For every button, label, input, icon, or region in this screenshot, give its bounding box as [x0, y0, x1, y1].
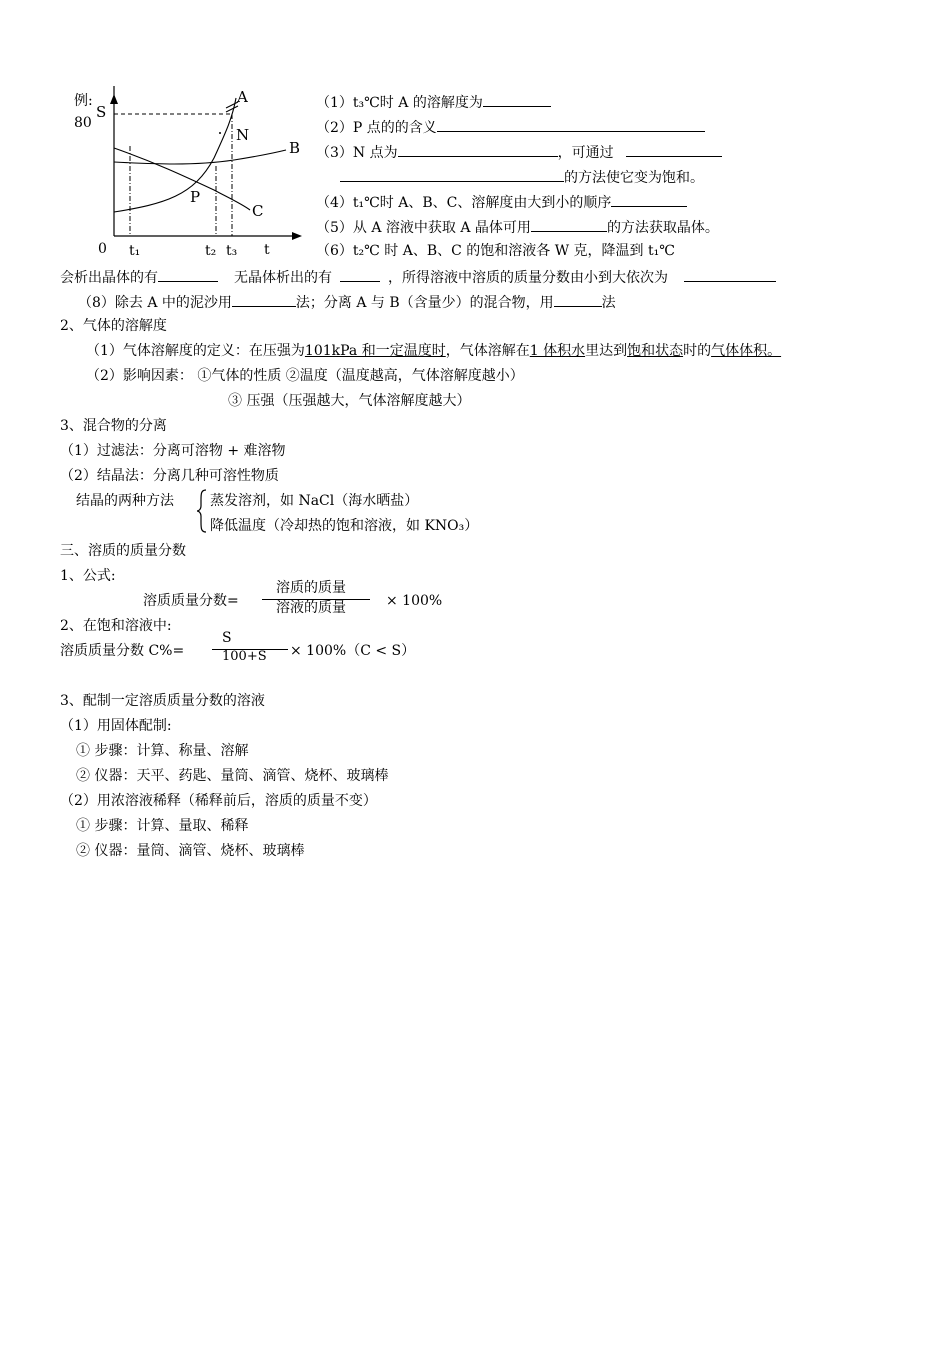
prep-dilute: （2）用浓溶液稀释（稀释前后，溶质的质量不变）	[60, 793, 377, 809]
gas-pressure: ③ 压强（压强越大，气体溶解度越大）	[228, 393, 471, 409]
y-axis-arrow	[110, 94, 118, 104]
saturated-times: × 100%（C < S）	[290, 643, 416, 659]
separation-heading: 3、混合物的分离	[60, 418, 167, 434]
question-8: （8）除去 A 中的泥沙用 法；分离 A 与 B（含量少）的混合物，用 法	[78, 292, 616, 312]
saturated-lhs: 溶质质量分数 C%=	[60, 643, 185, 659]
question-6: （6）t₂℃ 时 A、B、C 的饱和溶液各 W 克，降温到 t₁℃	[316, 243, 675, 259]
prep-solid-steps: ① 步骤：计算、称量、溶解	[76, 743, 249, 759]
brace-icon	[196, 488, 208, 534]
prep-dilute-tools: ② 仪器：量筒、滴管、烧杯、玻璃棒	[76, 843, 305, 859]
point-n-label: N	[236, 126, 250, 144]
blank-2	[437, 117, 705, 132]
curve-c-label: C	[252, 202, 264, 220]
gas-heading: 2、气体的溶解度	[60, 318, 167, 334]
formula-denominator: 溶液的质量	[276, 600, 346, 616]
curve-b	[114, 150, 286, 164]
blank-1	[483, 92, 551, 107]
prep-solid: （1）用固体配制:	[60, 718, 172, 734]
x-axis-arrow	[292, 232, 302, 240]
prep-solid-tools: ② 仪器：天平、药匙、量筒、滴管、烧杯、玻璃棒	[76, 768, 389, 784]
blank-6c	[684, 267, 776, 282]
gas-factors: （2）影响因素： ①气体的性质 ②温度（温度越高，气体溶解度越小）	[86, 368, 524, 384]
crystal-methods-label: 结晶的两种方法	[76, 493, 174, 509]
prep-dilute-steps: ① 步骤：计算、量取、稀释	[76, 818, 249, 834]
blank-5	[531, 217, 607, 232]
blank-6a	[158, 267, 218, 282]
mass-fraction-heading: 三、溶质的质量分数	[60, 543, 186, 559]
t3-label: t₃	[226, 243, 238, 259]
blank-3c	[340, 167, 564, 182]
example-label: 例:	[74, 93, 93, 109]
question-5: （5）从 A 溶液中获取 A 晶体可用 的方法获取晶体。	[316, 217, 719, 237]
point-p-label: P	[190, 188, 201, 206]
t1-label: t₁	[129, 243, 141, 259]
formula-lhs: 溶质质量分数=	[143, 593, 239, 609]
origin-label: 0	[98, 241, 107, 257]
blank-4	[611, 192, 687, 207]
filter-method: （1）过滤法：分离可溶物 + 难溶物	[60, 443, 286, 459]
blank-6b	[340, 267, 380, 282]
question-4: （4）t₁℃时 A、B、C、溶解度由大到小的顺序	[316, 192, 687, 212]
crystal-method-1: 蒸发溶剂，如 NaCl（海水晒盐）	[210, 493, 419, 509]
curve-a-label: A	[237, 88, 248, 106]
blank-3a	[398, 142, 558, 157]
formula-numerator: 溶质的质量	[276, 580, 346, 596]
question-1: （1）t₃℃时 A 的溶解度为	[316, 92, 551, 112]
gas-definition: （1）气体溶解度的定义：在压强为101kPa 和一定温度时，气体溶解在1 体积水里达到饱和状态时的气体体积。	[86, 343, 782, 359]
y-axis-label: S	[96, 103, 107, 121]
question-6-cont: 会析出晶体的有 无晶体析出的有 ，所得溶液中溶质的质量分数由小到大依次为	[60, 267, 776, 287]
prep-heading: 3、配制一定溶质质量分数的溶液	[60, 693, 265, 709]
question-3: （3）N 点为 ，可通过	[316, 142, 722, 162]
blank-3b	[626, 142, 722, 157]
saturated-numerator: S	[222, 630, 232, 646]
t2-label: t₂	[205, 243, 217, 259]
question-3-cont: 的方法使它变为饱和。	[340, 167, 704, 187]
crystal-method-2: 降低温度（冷却热的饱和溶液，如 KNO₃）	[210, 518, 479, 534]
formula-label: 1、公式:	[60, 568, 116, 584]
saturated-label: 2、在饱和溶液中:	[60, 618, 172, 634]
curve-c	[114, 148, 250, 210]
blank-8b	[554, 292, 602, 307]
formula-times: × 100%	[386, 593, 443, 609]
y-value-label: 80	[74, 115, 92, 131]
blank-8a	[232, 292, 296, 307]
curve-b-label: B	[289, 139, 301, 157]
x-axis-label: t	[264, 242, 270, 258]
saturated-denominator: 100+S	[222, 649, 267, 664]
question-2: （2）P 点的的含义	[316, 117, 705, 137]
point-n-dot	[219, 132, 221, 134]
crystal-method: （2）结晶法：分离几种可溶性物质	[60, 468, 279, 484]
